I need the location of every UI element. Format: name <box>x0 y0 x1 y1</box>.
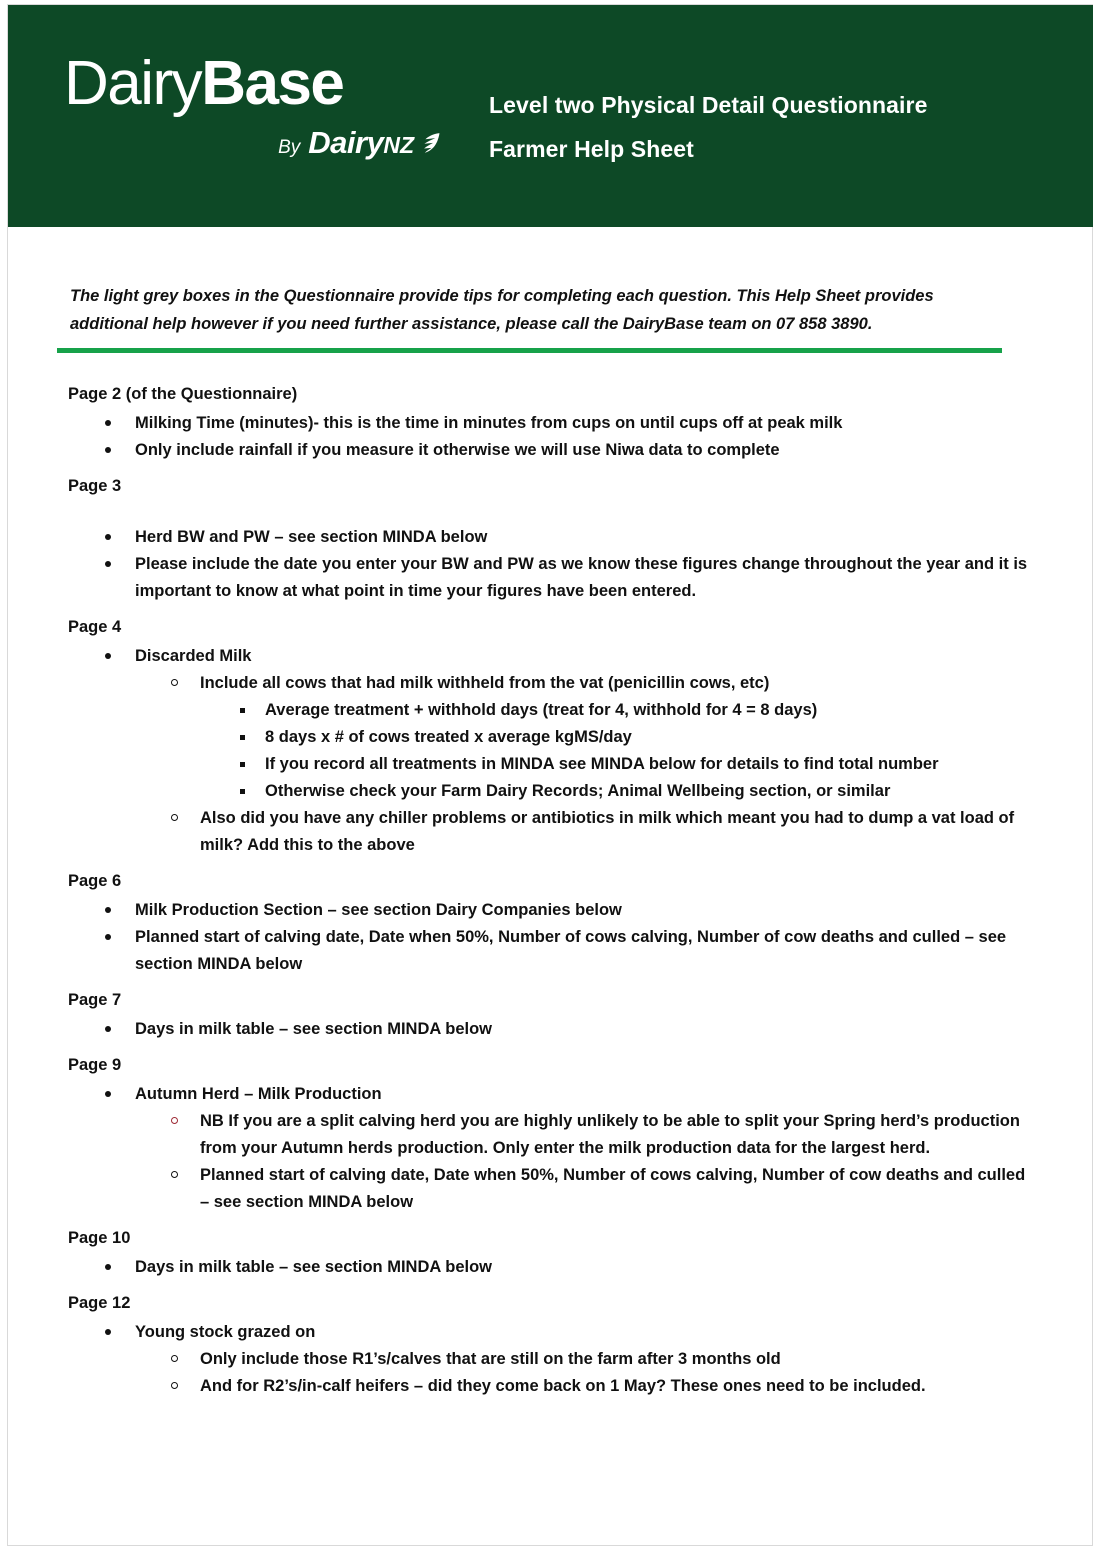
section <box>0 859 1100 978</box>
list-item-label: Planned start of calving date, Date when 50%, Number of cows calving, Number of cow deaths and culled – see section MINDA below <box>200 1166 1026 1211</box>
list-item <box>0 1254 1100 1281</box>
square-bullet-icon <box>240 708 245 713</box>
disc-bullet-icon <box>105 1264 111 1270</box>
section-heading: Page 2 (of the Questionnaire) <box>68 385 298 403</box>
square-bullet-icon <box>240 789 245 794</box>
disc-bullet-icon <box>105 1026 111 1032</box>
disc-bullet-icon <box>105 934 111 940</box>
logo-dairynz-suffix: NZ <box>383 132 414 158</box>
disc-bullet-icon <box>105 447 111 453</box>
list-item <box>200 751 1028 778</box>
list-item <box>0 410 1100 437</box>
list-item-label: And for R2’s/in-calf heifers – did they come back on 1 May? These ones need to be included. <box>200 1377 926 1395</box>
list-item-label: Only include those R1’s/calves that are still on the farm after 3 months old <box>200 1350 781 1368</box>
list-item-label: Otherwise check your Farm Dairy Records; Animal Wellbeing section, or similar <box>265 782 891 800</box>
list-item-label: Milking Time (minutes)- this is the time in minutes from cups on until cups off at peak milk <box>135 414 843 432</box>
circle-bullet-icon <box>171 1171 178 1178</box>
bullet-list-level-1 <box>0 410 1100 464</box>
section-heading: Page 10 <box>68 1229 131 1247</box>
list-item <box>0 551 1100 605</box>
list-item <box>0 897 1100 924</box>
disc-bullet-icon <box>105 1091 111 1097</box>
page-title <box>489 83 928 171</box>
bullet-list-level-1 <box>0 524 1100 605</box>
section <box>0 464 1100 605</box>
list-item <box>0 1319 1100 1400</box>
logo-by-label: By <box>278 137 301 158</box>
section-heading: Page 12 <box>68 1294 131 1312</box>
section-heading: Page 9 <box>68 1056 122 1074</box>
bullet-list-level-2 <box>135 1346 1028 1400</box>
square-bullet-icon <box>240 735 245 740</box>
circle-bullet-icon <box>171 814 178 821</box>
logo-byline <box>64 125 444 161</box>
square-bullet-icon <box>240 762 245 767</box>
list-item-label: Discarded Milk <box>135 647 252 665</box>
list-item-label: Herd BW and PW – see section MINDA below <box>135 528 488 546</box>
list-item-label: 8 days x # of cows treated x average kgMS/day <box>265 728 632 746</box>
list-item <box>135 1373 1028 1400</box>
list-item <box>0 643 1100 859</box>
bullet-list-level-2 <box>135 670 1028 859</box>
logo-word-base: Base <box>201 49 344 118</box>
list-item <box>0 1081 1100 1216</box>
disc-bullet-icon <box>105 561 111 567</box>
list-item <box>0 524 1100 551</box>
dairybase-logo <box>64 49 444 161</box>
fern-icon <box>416 128 442 154</box>
list-item <box>200 724 1028 751</box>
circle-bullet-icon <box>171 679 178 686</box>
list-item <box>135 1162 1028 1216</box>
list-item-label: Planned start of calving date, Date when 50%, Number of cows calving, Number of cow deaths and culled – see section MINDA below <box>135 928 1007 973</box>
logo-dairynz-brand: Dairy <box>308 125 384 160</box>
circle-bullet-icon <box>171 1117 178 1124</box>
title-line-2: Farmer Help Sheet <box>489 136 694 162</box>
bullet-list-level-1 <box>0 1081 1100 1216</box>
list-item <box>0 924 1100 978</box>
list-item-label: Days in milk table – see section MINDA below <box>135 1258 492 1276</box>
section-heading: Page 4 <box>68 618 122 636</box>
section-heading: Page 3 <box>68 477 122 495</box>
logo-wordmark <box>64 49 444 118</box>
list-item <box>135 805 1028 859</box>
list-item <box>0 437 1100 464</box>
list-item-label: Include all cows that had milk withheld from the vat (penicillin cows, etc) <box>200 674 770 692</box>
list-item-label: If you record all treatments in MINDA see MINDA below for details to find total number <box>265 755 939 773</box>
list-item <box>135 1108 1028 1162</box>
section-heading: Page 7 <box>68 991 122 1009</box>
disc-bullet-icon <box>105 420 111 426</box>
logo-dairynz-wordmark <box>308 125 442 161</box>
disc-bullet-icon <box>105 1329 111 1335</box>
section <box>0 1281 1100 1400</box>
list-item-label: Milk Production Section – see section Dairy Companies below <box>135 901 622 919</box>
bullet-list-level-3 <box>200 697 1028 805</box>
sections-container <box>0 372 1100 1400</box>
header-banner <box>8 5 1093 227</box>
bullet-list-level-1 <box>0 643 1100 859</box>
list-item-label: Also did you have any chiller problems or antibiotics in milk which meant you had to dump a vat load of milk? Add this to the above <box>200 809 1015 854</box>
list-item-label: NB If you are a split calving herd you are highly unlikely to be able to split your Spring herd’s production from your Autumn herds production. Only enter the milk production data for the largest herd. <box>200 1112 1020 1157</box>
list-item-label: Young stock grazed on <box>135 1323 316 1341</box>
bullet-list-level-1 <box>0 897 1100 978</box>
list-item-label: Autumn Herd – Milk Production <box>135 1085 382 1103</box>
list-item-label: Average treatment + withhold days (treat for 4, withhold for 4 = 8 days) <box>265 701 818 719</box>
list-item-label: Days in milk table – see section MINDA below <box>135 1020 492 1038</box>
list-item-label: Please include the date you enter your BW and PW as we know these figures change throughout the year and it is important to know at what point in time your figures have been entered. <box>135 555 1028 600</box>
list-item <box>135 1346 1028 1373</box>
section-heading: Page 6 <box>68 872 122 890</box>
section <box>0 1216 1100 1281</box>
list-item-label: Only include rainfall if you measure it otherwise we will use Niwa data to complete <box>135 441 780 459</box>
disc-bullet-icon <box>105 534 111 540</box>
bullet-list-level-1 <box>0 1254 1100 1281</box>
logo-word-dairy: Dairy <box>64 49 202 118</box>
spacer <box>0 502 1100 524</box>
section <box>0 372 1100 464</box>
section <box>0 605 1100 859</box>
section <box>0 1043 1100 1216</box>
bullet-list-level-1 <box>0 1319 1100 1400</box>
list-item <box>200 778 1028 805</box>
intro-paragraph: The light grey boxes in the Questionnaire provide tips for completing each question. This Help Sheet provides additional help however if you need further assistance, please call the DairyBase team on 07 858 3890. <box>70 287 934 333</box>
disc-bullet-icon <box>105 653 111 659</box>
bullet-list-level-2 <box>135 1108 1028 1216</box>
bullet-list-level-1 <box>0 1016 1100 1043</box>
disc-bullet-icon <box>105 907 111 913</box>
list-item <box>200 697 1028 724</box>
circle-bullet-icon <box>171 1355 178 1362</box>
circle-bullet-icon <box>171 1382 178 1389</box>
green-divider <box>57 348 1002 353</box>
section <box>0 978 1100 1043</box>
list-item <box>0 1016 1100 1043</box>
list-item <box>135 670 1028 805</box>
title-line-1: Level two Physical Detail Questionnaire <box>489 92 928 118</box>
